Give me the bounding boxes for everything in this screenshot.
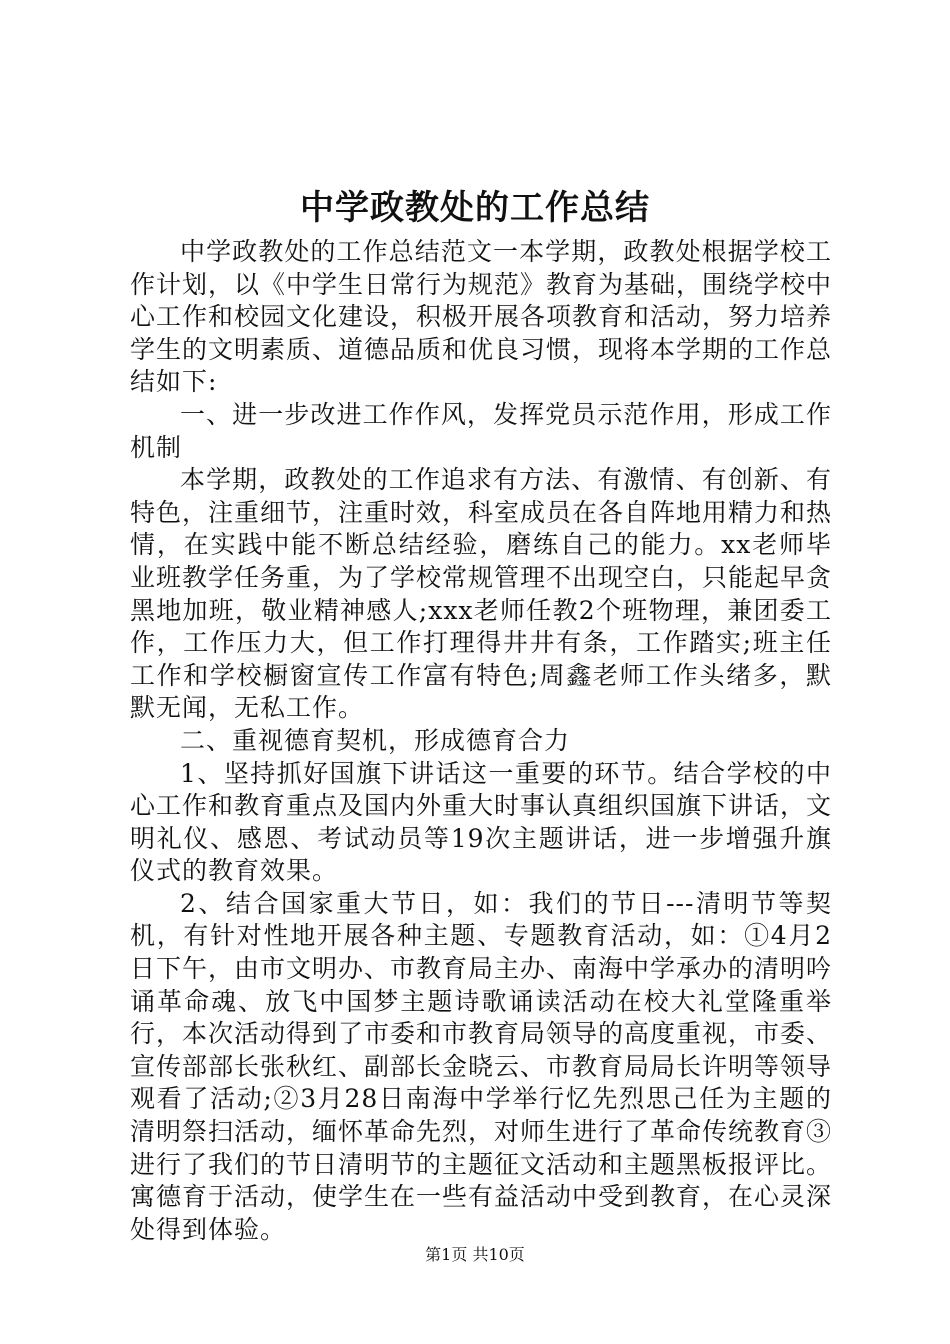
section-heading-2: 二、重视德育契机，形成德育合力 [180,725,571,755]
paragraph-item-1: 1、坚持抓好国旗下讲话这一重要的环节。结合学校的中心工作和教育重点及国内外重大时事认真组织国旗下讲话，文明礼仪、感恩、考试动员等19次主题讲话，进一步增强升旗仪式的教育效果。 [130,758,833,886]
page-footer: 第1页 共10页 [425,1245,525,1264]
paragraph-intro: 中学政教处的工作总结范文一本学期，政教处根据学校工作计划，以《中学生日常行为规范》教育为基础，围绕学校中心工作和校园文化建设，积极开展各项教育和活动，努力培养学生的文明素质、道德品质和优良习惯，现将本学期的工作总结如下: [130,237,833,397]
section-heading-1: 一、进一步改进工作作风，发挥党员示范作用，形成工作机制 [130,399,832,462]
document-body [130,236,832,1246]
document-title: 中学政教处的工作总结 [300,188,650,228]
paragraph-section-1: 本学期，政教处的工作追求有方法、有激情、有创新、有特色，注重细节，注重时效，科室成员在各自阵地用精力和热情，在实践中能不断总结经验，磨练自己的能力。xx老师毕业班教学任务重，为了学校常规管理不出现空白，只能起早贪黑地加班，敬业精神感人;xxx老师任教2个班物理，兼团委工作，工作压力大，但工作打理得井井有条，工作踏实;班主任工作和学校橱窗宣传工作富有特色;周鑫老师工作头绪多，默默无闻，无私工作。 [130,465,833,723]
paragraph-item-2: 2、结合国家重大节日，如：我们的节日---清明节等契机，有针对性地开展各种主题、专题教育活动，如：①4月2日下午，由市文明办、市教育局主办、南海中学承办的清明吟诵革命魂、放飞中国梦主题诗歌诵读活动在校大礼堂隆重举行，本次活动得到了市委和市教育局领导的高度重视，市委、宣传部部长张秋红、副部长金晓云、市教育局局长许明等领导观看了活动;②3月28日南海中学举行忆先烈思己任为主题的清明祭扫活动，缅怀革命先烈，对师生进行了革命传统教育③进行了我们的节日清明节的主题征文活动和主题黑板报评比。寓德育于活动，使学生在一些有益活动中受到教育，在心灵深处得到体验。 [130,888,833,1244]
